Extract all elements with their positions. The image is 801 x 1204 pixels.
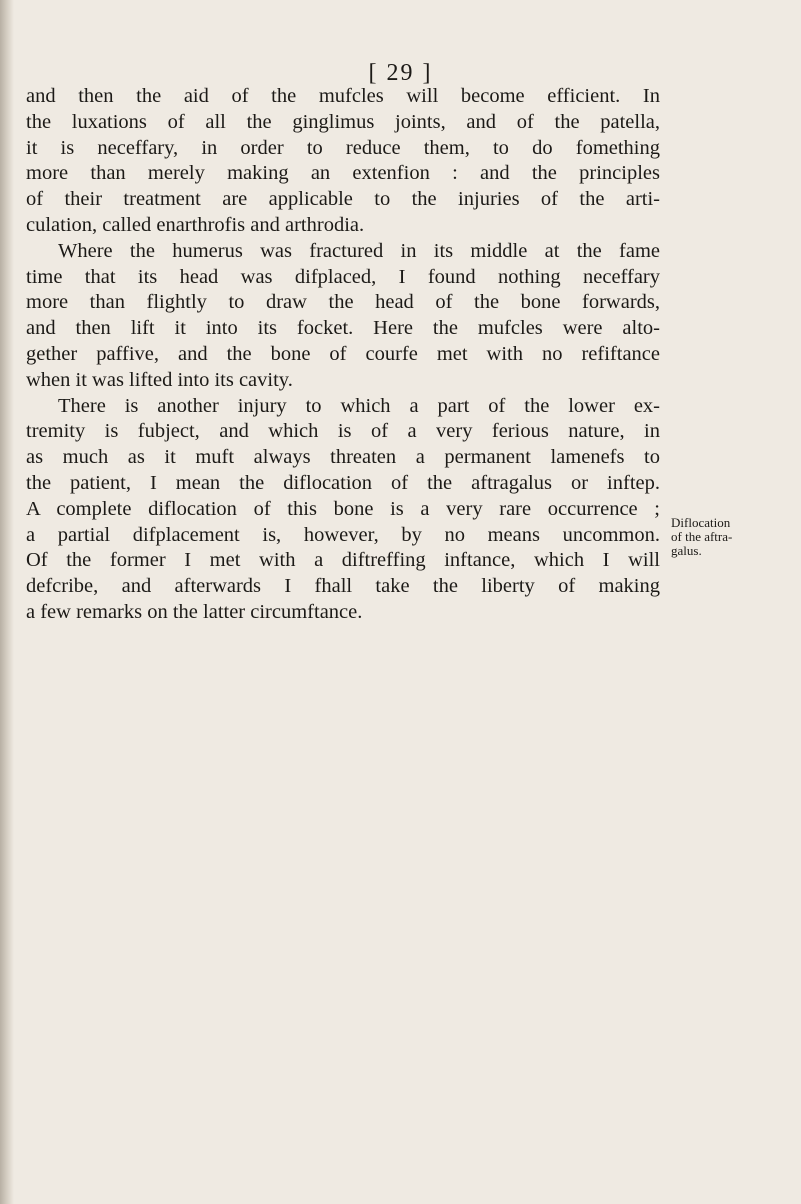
paragraph-3: [26, 394, 660, 626]
text-line: more than merely making an extenfion : and the principles: [26, 162, 660, 185]
text-line: tremity is fubject, and which is of a very ferious nature, in: [26, 420, 660, 443]
text-line: it is neceffary, in order to reduce them, to do fomething: [26, 136, 660, 159]
text-line: more than flightly to draw the head of the bone forwards,: [26, 291, 660, 314]
margin-note-line: galus.: [671, 543, 702, 558]
text-line: defcribe, and afterwards I fhall take the liberty of making: [26, 575, 660, 598]
text-line: culation, called enarthrofis and arthrodia.: [26, 213, 365, 236]
margin-note-line: Diflocation: [671, 515, 731, 530]
text-line: the luxations of all the ginglimus joints, and of the patella,: [26, 110, 660, 133]
text-line: and then lift it into its focket. Here the mufcles were alto-: [26, 317, 660, 340]
margin-note-line: of the aftra-: [671, 529, 733, 544]
text-line: Where the humerus was fractured in its middle at the fame: [58, 239, 660, 262]
text-line: and then the aid of the mufcles will become efficient. In: [26, 85, 660, 107]
text-line: when it was lifted into its cavity.: [26, 368, 293, 391]
paragraph-2: [26, 239, 660, 394]
paragraph-1: [26, 84, 660, 239]
text-line: a few remarks on the latter circumftance.: [26, 600, 363, 623]
text-line: There is another injury to which a part of the lower ex-: [58, 394, 660, 417]
text-line: a partial difplacement is, however, by no means uncommon.: [26, 523, 660, 546]
text-line: time that its head was difplaced, I found nothing neceffary: [26, 265, 660, 288]
text-line: as much as it muft always threaten a permanent lamenefs to: [26, 446, 660, 469]
text-line: A complete diflocation of this bone is a very rare occurrence ;: [26, 497, 660, 520]
text-line: of their treatment are applicable to the injuries of the arti-: [26, 188, 660, 211]
text-line: the patient, I mean the diflocation of the aftragalus or inftep.: [26, 471, 660, 494]
margin-note: [671, 516, 799, 558]
page-edge: [0, 0, 14, 1204]
text-line: gether paffive, and the bone of courfe met with no refiftance: [26, 342, 660, 365]
page-header: [ 29 ]: [368, 60, 433, 86]
body-text: [26, 84, 660, 626]
text-line: Of the former I met with a diftreffing inftance, which I will: [26, 549, 660, 572]
